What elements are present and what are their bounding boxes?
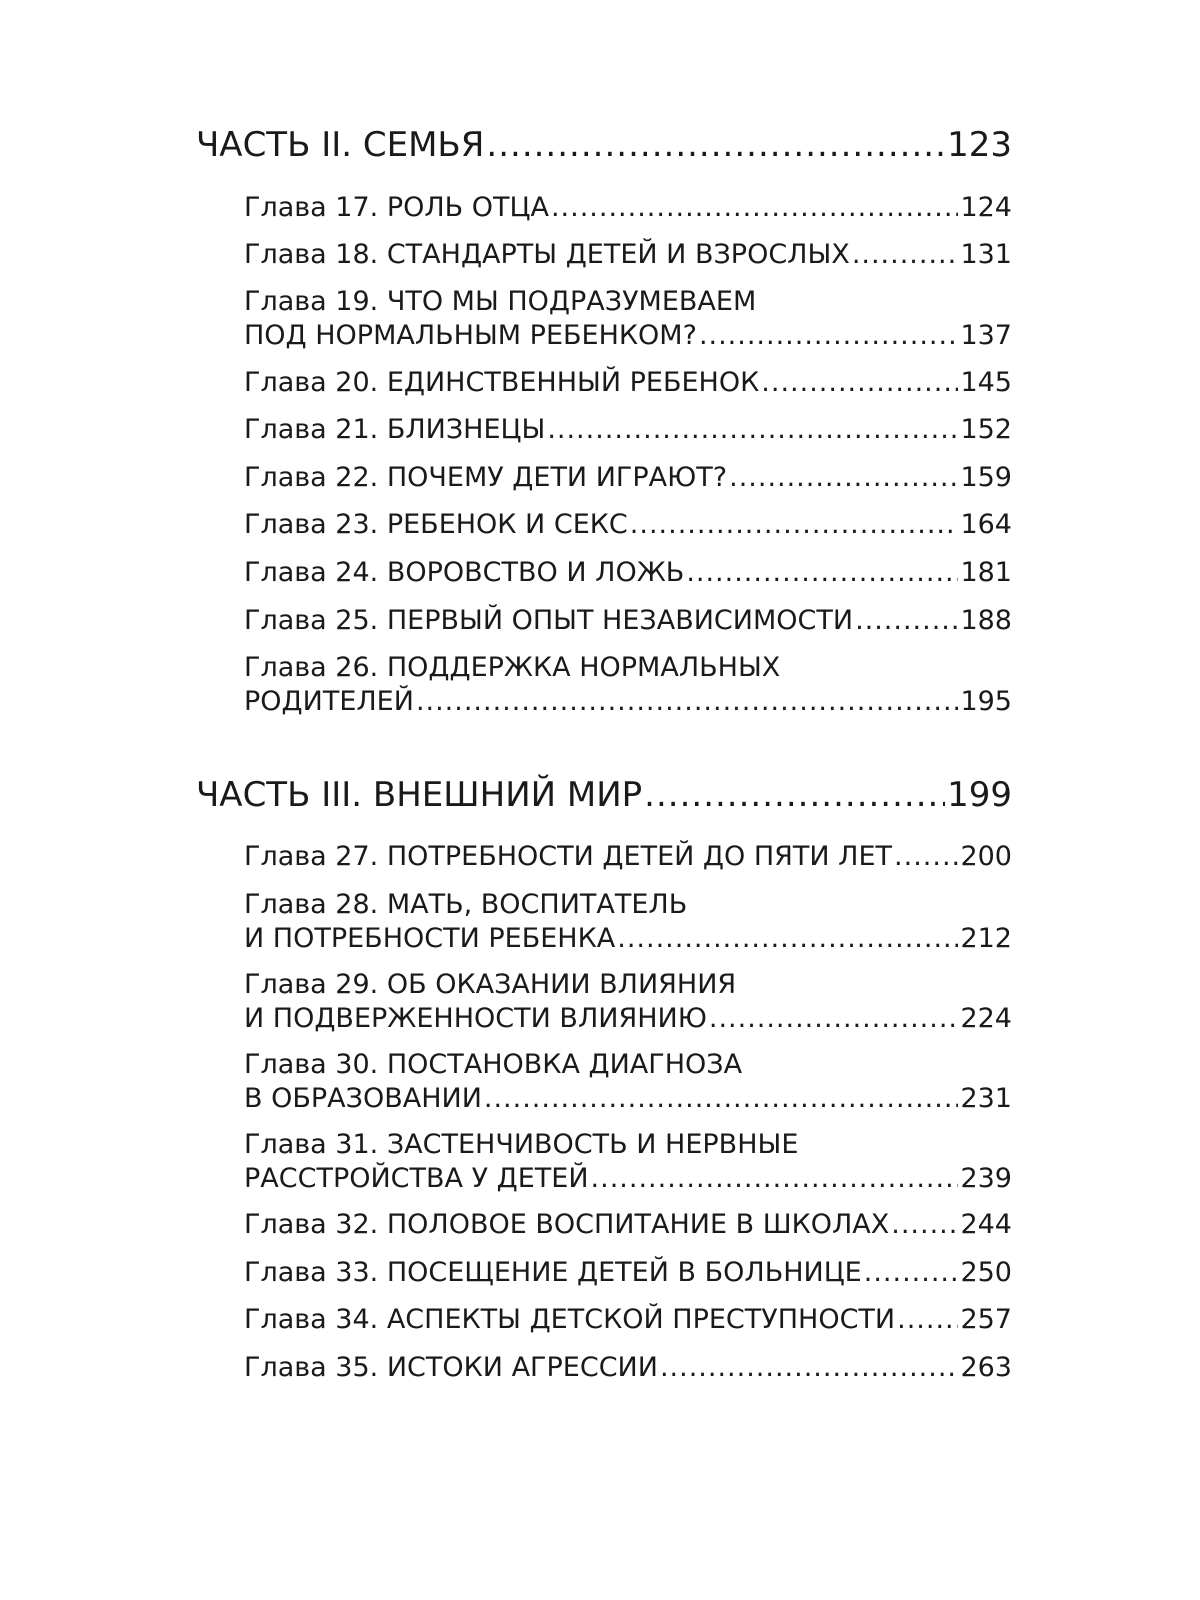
- part-page-number: 123: [947, 125, 1012, 165]
- leader-dots: [617, 923, 958, 955]
- toc-entry[interactable]: [244, 286, 1012, 352]
- chapter-title-continued: РАССТРОЙСТВА У ДЕТЕЙ: [244, 1163, 589, 1194]
- leader-dots: [897, 1304, 958, 1336]
- chapter-page-number: 131: [960, 239, 1012, 270]
- chapter-title: Глава 19. ЧТО МЫ ПОДРАЗУМЕВАЕМ: [244, 286, 757, 317]
- chapter-title: Глава 25. ПЕРВЫЙ ОПЫТ НЕЗАВИСИМОСТИ: [244, 605, 854, 636]
- chapter-title: Глава 18. СТАНДАРТЫ ДЕТЕЙ И ВЗРОСЛЫХ: [244, 239, 850, 270]
- leader-dots: [891, 1209, 958, 1241]
- chapter-title: Глава 22. ПОЧЕМУ ДЕТИ ИГРАЮТ?: [244, 462, 728, 493]
- leader-dots: [855, 605, 958, 637]
- chapter-page-number: 181: [960, 557, 1012, 588]
- chapter-page-number: 137: [960, 320, 1012, 351]
- chapter-page-number: 250: [960, 1257, 1012, 1288]
- chapter-page-number: 152: [960, 414, 1012, 445]
- toc-entry[interactable]: [244, 841, 1012, 873]
- chapter-title-continued: И ПОТРЕБНОСТИ РЕБЕНКА: [244, 923, 616, 954]
- chapter-title: Глава 26. ПОДДЕРЖКА НОРМАЛЬНЫХ: [244, 652, 781, 683]
- leader-dots: [551, 192, 959, 224]
- toc-entry[interactable]: [244, 1209, 1012, 1241]
- leader-dots: [630, 509, 959, 541]
- chapter-title-continued: ПОД НОРМАЛЬНЫМ РЕБЕНКОМ?: [244, 320, 697, 351]
- part-page-number: 199: [947, 775, 1012, 815]
- chapter-title: Глава 24. ВОРОВСТВО И ЛОЖЬ: [244, 557, 685, 588]
- chapter-page-number: 164: [960, 509, 1012, 540]
- part-title: ЧАСТЬ III. ВНЕШНИЙ МИР: [196, 775, 643, 815]
- leader-dots: [644, 775, 945, 815]
- toc-entry[interactable]: [244, 1352, 1012, 1384]
- part-heading[interactable]: [196, 125, 1012, 165]
- chapter-page-number: 224: [960, 1003, 1012, 1034]
- toc-entry[interactable]: [244, 889, 1012, 955]
- chapter-title-continued: РОДИТЕЛЕЙ: [244, 686, 414, 717]
- leader-dots: [761, 367, 958, 399]
- chapter-title: Глава 33. ПОСЕЩЕНИЕ ДЕТЕЙ В БОЛЬНИЦЕ: [244, 1257, 862, 1288]
- chapter-page-number: 263: [960, 1352, 1012, 1383]
- leader-dots: [894, 841, 958, 873]
- chapter-page-number: 244: [960, 1209, 1012, 1240]
- toc-entry[interactable]: [244, 605, 1012, 637]
- leader-dots: [852, 239, 959, 271]
- chapter-page-number: 212: [960, 923, 1012, 954]
- toc-entry[interactable]: [244, 239, 1012, 271]
- chapter-title: Глава 27. ПОТРЕБНОСТИ ДЕТЕЙ ДО ПЯТИ ЛЕТ: [244, 841, 893, 872]
- chapter-title-continued: И ПОДВЕРЖЕННОСТИ ВЛИЯНИЮ: [244, 1003, 707, 1034]
- toc-entry[interactable]: [244, 414, 1012, 446]
- chapter-page-number: 239: [960, 1163, 1012, 1194]
- toc-entry[interactable]: [244, 1129, 1012, 1195]
- chapter-page-number: 188: [960, 605, 1012, 636]
- leader-dots: [864, 1257, 959, 1289]
- chapter-page-number: 200: [960, 841, 1012, 872]
- leader-dots: [660, 1352, 959, 1384]
- chapter-title: Глава 28. МАТЬ, ВОСПИТАТЕЛЬ: [244, 889, 688, 920]
- toc-entry[interactable]: [244, 1049, 1012, 1115]
- leader-dots: [547, 414, 958, 446]
- leader-dots: [486, 125, 945, 165]
- chapter-title: Глава 23. РЕБЕНОК И СЕКС: [244, 509, 628, 540]
- chapter-title: Глава 34. АСПЕКТЫ ДЕТСКОЙ ПРЕСТУПНОСТИ: [244, 1304, 896, 1335]
- toc-entry[interactable]: [244, 652, 1012, 718]
- toc-entry[interactable]: [244, 557, 1012, 589]
- part-title: ЧАСТЬ II. СЕМЬЯ: [196, 125, 485, 165]
- chapter-page-number: 257: [960, 1304, 1012, 1335]
- chapter-page-number: 159: [960, 462, 1012, 493]
- chapter-title: Глава 31. ЗАСТЕНЧИВОСТЬ И НЕРВНЫЕ: [244, 1129, 799, 1160]
- toc-entry[interactable]: [244, 192, 1012, 224]
- toc-entry[interactable]: [244, 969, 1012, 1035]
- leader-dots: [709, 1003, 959, 1035]
- chapter-title: Глава 32. ПОЛОВОЕ ВОСПИТАНИЕ В ШКОЛАХ: [244, 1209, 890, 1240]
- leader-dots: [686, 557, 958, 589]
- toc-entry[interactable]: [244, 462, 1012, 494]
- leader-dots: [484, 1083, 959, 1115]
- leader-dots: [729, 462, 958, 494]
- chapter-title-continued: В ОБРАЗОВАНИИ: [244, 1083, 482, 1114]
- toc-entry[interactable]: [244, 1304, 1012, 1336]
- chapter-title: Глава 21. БЛИЗНЕЦЫ: [244, 414, 546, 445]
- toc-entry[interactable]: [244, 509, 1012, 541]
- chapter-title: Глава 17. РОЛЬ ОТЦА: [244, 192, 549, 223]
- chapter-title: Глава 20. ЕДИНСТВЕННЫЙ РЕБЕНОК: [244, 367, 760, 398]
- leader-dots: [699, 320, 959, 352]
- chapter-title: Глава 29. ОБ ОКАЗАНИИ ВЛИЯНИЯ: [244, 969, 737, 1000]
- part-heading[interactable]: [196, 775, 1012, 815]
- chapter-page-number: 124: [960, 192, 1012, 223]
- chapter-title: Глава 35. ИСТОКИ АГРЕССИИ: [244, 1352, 658, 1383]
- chapter-page-number: 231: [960, 1083, 1012, 1114]
- leader-dots: [591, 1163, 959, 1195]
- chapter-page-number: 195: [960, 686, 1012, 717]
- toc-entry[interactable]: [244, 1257, 1012, 1289]
- chapter-page-number: 145: [960, 367, 1012, 398]
- chapter-title: Глава 30. ПОСТАНОВКА ДИАГНОЗА: [244, 1049, 743, 1080]
- toc-entry[interactable]: [244, 367, 1012, 399]
- leader-dots: [416, 686, 959, 718]
